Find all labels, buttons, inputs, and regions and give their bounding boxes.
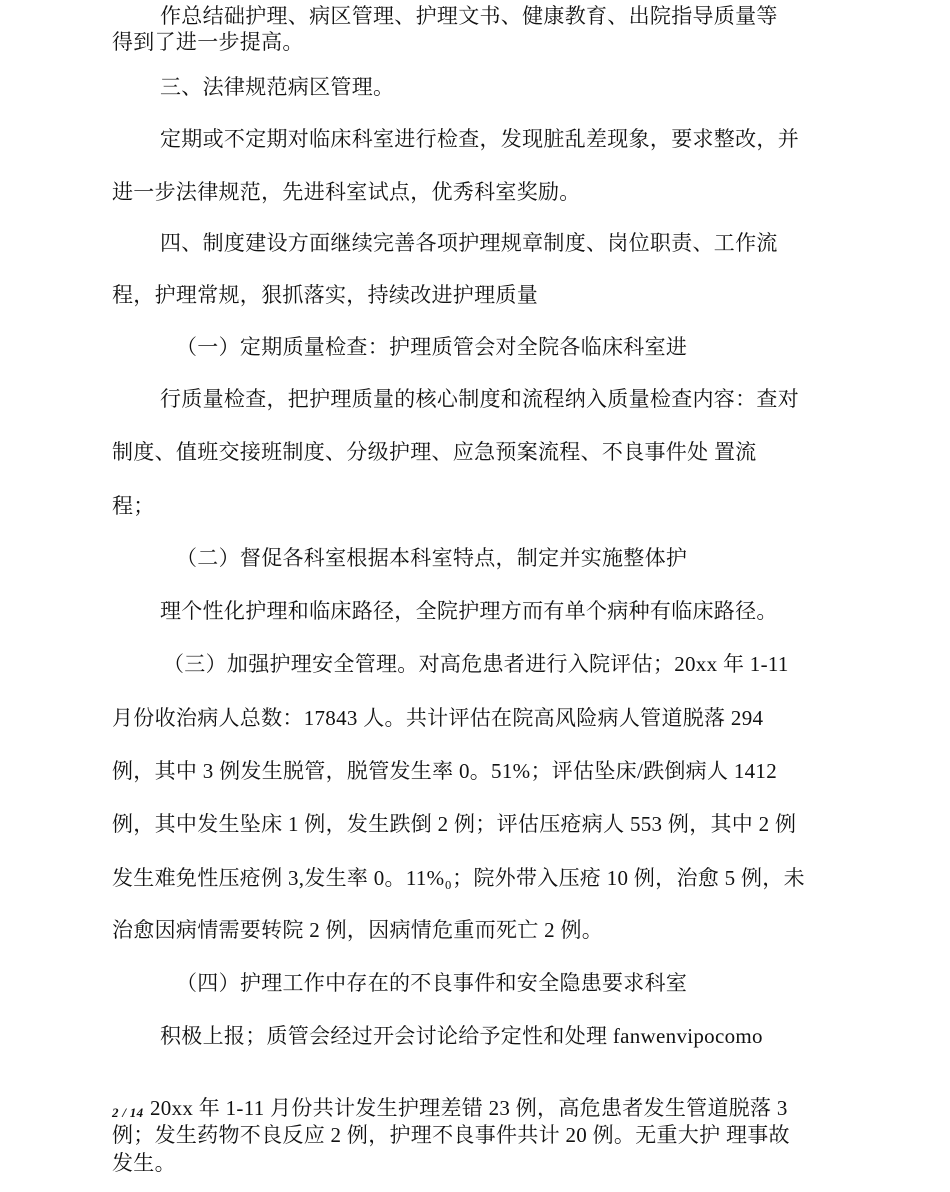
text-line: 例；发生药物不良反应 2 例，护理不良事件共计 20 例。无重大护 理事故 — [112, 1123, 790, 1147]
text-line: 定期或不定期对临床科室进行检查，发现脏乱差现象，要求整改，并 — [160, 127, 799, 151]
text-line: 发生难免性压疮例 3,发生率 0。11%₀；院外带入压疮 10 例，治愈 5 例，未 — [112, 866, 805, 890]
page-number: 2 / 14 — [112, 1105, 144, 1120]
text-line: 作总结础护理、病区管理、护理文书、健康教育、出院指导质量等 — [160, 4, 778, 28]
subsection-heading: （一）定期质量检查：护理质管会对全院各临床科室进 — [176, 335, 688, 359]
text-line: 制度、值班交接班制度、分级护理、应急预案流程、不良事件处 置流 — [112, 440, 757, 464]
text-line: 治愈因病情需要转院 2 例，因病情危重而死亡 2 例。 — [112, 918, 604, 942]
subsection-heading: （四）护理工作中存在的不良事件和安全隐患要求科室 — [176, 971, 688, 995]
subsection-heading: （二）督促各科室根据本科室特点，制定并实施整体护 — [176, 546, 688, 570]
text-line: 例，其中 3 例发生脱管，脱管发生率 0。51%；评估坠床/跌倒病人 1412 — [112, 759, 778, 783]
text-line: 程； — [112, 494, 155, 518]
text-line: 月份收治病人总数：17843 人。共计评估在院高风险病人管道脱落 294 — [112, 706, 764, 730]
text-line: 例，其中发生坠床 1 例，发生跌倒 2 例；评估压疮病人 553 例，其中 2 例 — [112, 812, 797, 836]
text-line: 程，护理常规，狠抓落实，持续改进护理质量 — [112, 283, 538, 307]
text-line: 积极上报；质管会经过开会讨论给予定性和处理 fanwenvipocomo — [160, 1024, 763, 1048]
text-line: 行质量检查，把护理质量的核心制度和流程纳入质量检查内容：查对 — [160, 387, 799, 411]
subsection-heading: （三）加强护理安全管理。对高危患者进行入院评估；20xx 年 1-11 — [163, 652, 789, 676]
section-heading: 四、制度建设方面继续完善各项护理规章制度、岗位职责、工作流 — [160, 231, 778, 255]
section-heading: 三、法律规范病区管理。 — [160, 75, 395, 99]
text-line: 得到了进一步提高。 — [112, 30, 304, 54]
text-line: 20xx 年 1-11 月份共计发生护理差错 23 例，高危患者发生管道脱落 3 — [150, 1096, 788, 1120]
text-line: 发生。 — [112, 1151, 176, 1175]
text-line: 理个性化护理和临床路径，全院护理方而有单个病种有临床路径。 — [160, 599, 778, 623]
text-line: 进一步法律规范，先进科室试点，优秀科室奖励。 — [112, 180, 581, 204]
